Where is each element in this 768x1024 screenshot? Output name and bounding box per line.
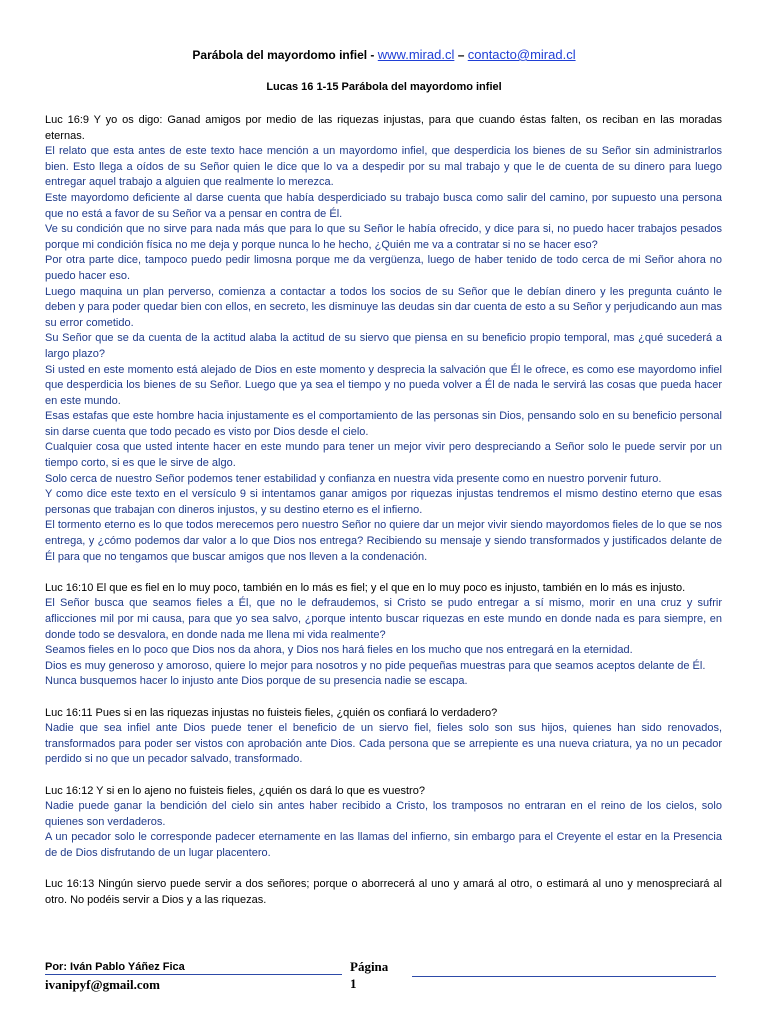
commentary-paragraph: Luego maquina un plan perverso, comienza a contactar a todos los socios de su Señor que le debían dinero y les pregunta cuánto le deben y para poder quedar bien con ellos, en secreto, les disminuye las deudas sin dar cuenta de esto a su Señor y perjudicando aun mas su error cometido. (45, 285, 722, 329)
commentary-paragraph: Seamos fieles en lo poco que Dios nos da ahora, y Dios nos hará fieles en los mucho que nos entregará en la eternidad. (45, 644, 633, 657)
site-link[interactable]: www.mirad.cl (377, 47, 455, 62)
commentary-paragraph: Dios es muy generoso y amoroso, quiere lo mejor para nosotros y no pide pequeñas muestras para que seamos aceptos delante de Él. (45, 659, 706, 672)
section-spacer (45, 565, 722, 581)
verse-text: Luc 16:13 Ningún siervo puede servir a dos señores; porque o aborrecerá al uno y amará al otro, o estimará al uno y menospreciará al otro. No podéis servir a Dios y a las riquezas. (45, 878, 722, 906)
contact-link[interactable]: contacto@mirad.cl (467, 47, 576, 62)
footer-rule (412, 976, 716, 977)
footer-author-block (45, 961, 342, 993)
page-number: 1 (350, 976, 357, 991)
footer-author: Por: Iván Pablo Yáñez Fica (45, 961, 342, 975)
commentary-paragraph: Su Señor que se da cuenta de la actitud alaba la actitud de su siervo que piensa en su beneficio propio temporal, mas ¿qué sucederá a largo plazo? (45, 332, 722, 360)
verse-text: Luc 16:9 Y yo os digo: Ganad amigos por medio de las riquezas injustas, para que cuando éstas falten, os reciban en las moradas eternas. (45, 114, 722, 142)
commentary-paragraph: Cualquier cosa que usted intente hacer en este mundo para tener un mejor vivir pero despreciando a Señor solo le puede servir por un tiempo corto, si es que le sirve de algo. (45, 441, 722, 470)
commentary-paragraph: Ve su condición que no sirve para nada más que para lo que su Señor le había ofrecido, y dice para si, no puedo hacer trabajos pesados porque mi condición física no me deja y porque nunca lo he hecho, ¿Quién me va a contratar si no se hacer eso? (45, 223, 722, 251)
commentary-paragraph: Nadie que sea infiel ante Dios puede tener el beneficio de un siervo fiel, fieles solo son sus hijos, quienes han sido renovados, transformados para poder ser vistos con aprobación ante Dios. Cada persona que se arrepiente es una nueva criatura, ya no un pecador perdido si no que un pecador salvado, transformado. (45, 722, 722, 766)
verse-text: Luc 16:12 Y si en lo ajeno no fuisteis fieles, ¿quién os dará lo que es vuestro? (45, 784, 425, 797)
header-title: Parábola del mayordomo infiel - (192, 48, 375, 62)
commentary-paragraph: Y como dice este texto en el versículo 9 si intentamos ganar amigos por riquezas injustas tendremos el mismo destino eterno que esas personas que trabajan con dineros injustos, y su destino eterno es el infierno. (45, 488, 722, 516)
section-spacer (45, 690, 722, 706)
commentary-paragraph: Por otra parte dice, tampoco puedo pedir limosna porque me da vergüenza, luego de haber tenido de todo cerca de mi Señor ahora no puedo hacer eso. (45, 254, 722, 282)
commentary-paragraph: Este mayordomo deficiente al darse cuenta que había desperdiciado su trabajo busca como salir del camino, por supuesto una persona que no está a favor de su Señor va a pensar en contra de Él. (45, 191, 722, 220)
page-header (0, 47, 768, 62)
commentary-paragraph: El relato que esta antes de este texto hace mención a un mayordomo infiel, que desperdicia los bienes de su Señor sin administrarlos bien. Esto llega a oídos de su Señor quien le dice que lo va a despedir por su mal trabajo y que le de cuenta de su dinero para luego entregar aquel trabajo a alguien que realmente lo merezca. (45, 145, 722, 189)
footer-email: ivanipyf@gmail.com (45, 977, 161, 992)
commentary-paragraph: Nunca busquemos hacer lo injusto ante Dios porque de su presencia nadie se escapa. (45, 675, 468, 688)
verse-text: Luc 16:10 El que es fiel en lo muy poco, también en lo más es fiel; y el que en lo muy poco es injusto, también en lo más es injusto. (45, 581, 686, 594)
commentary-paragraph: Nadie puede ganar la bendición del cielo sin antes haber recibido a Cristo, los tramposos no entraran en el reino de los cielos, solo quienes son verdaderos. (45, 800, 722, 828)
document-subtitle: Lucas 16 1-15 Parábola del mayordomo infiel (266, 81, 502, 93)
commentary-paragraph: El tormento eterno es lo que todos merecemos pero nuestro Señor no quiere dar un mejor vivir siendo mayordomos fieles de lo que se nos entrega, y ¿cómo podemos dar valor a lo que Dios nos entrega? Recibiendo su mensaje y siendo transformados y justificados delante de Él para que no tengamos que buscar amigos que nos lleven a la condenación. (45, 519, 722, 563)
commentary-paragraph: Solo cerca de nuestro Señor podemos tener estabilidad y confianza en nuestra vida presente como en nuestro porvenir futuro. (45, 472, 662, 485)
commentary-paragraph: Esas estafas que este hombre hacia injustamente es el comportamiento de las personas sin Dios, pensando solo en su beneficio personal sin darse cuenta que todo pecado es visto por Dios desde el cielo. (45, 410, 722, 438)
commentary-paragraph: A un pecador solo le corresponde padecer eternamente en las llamas del infierno, sin embargo para el Creyente el estar en la Presencia de de Dios disfrutando de un lugar placentero. (45, 831, 722, 859)
commentary-paragraph: Si usted en este momento está alejado de Dios en este momento y desprecia la salvación que Él le ofrece, es como ese mayordomo infiel que desperdicia los bienes de su Señor. Luego que ya sea el tiempo y no pueda volver a Él de nada le servirá las cosas que pueda hacer en este mundo. (45, 363, 722, 407)
section-spacer (45, 862, 722, 878)
verse-text: Luc 16:11 Pues si en las riquezas injustas no fuisteis fieles, ¿quién os confiará lo verdadero? (45, 706, 498, 719)
commentary-paragraph: El Señor busca que seamos fieles a Él, que no le defraudemos, si Cristo se pudo entregar a sí mismo, morir en una cruz y sufrir aflicciones mil por mi causa, para que yo sea salvo, ¿porque intento buscar riquezas en este mundo en donde nada es para siempre, en donde todo se desvalora, en donde nada me llena mi vida realmente? (45, 597, 722, 641)
section-spacer (45, 768, 722, 784)
header-separator: – (457, 48, 465, 62)
footer-page-number (350, 958, 410, 992)
document-body (45, 113, 722, 908)
page-label: Página (350, 959, 389, 974)
